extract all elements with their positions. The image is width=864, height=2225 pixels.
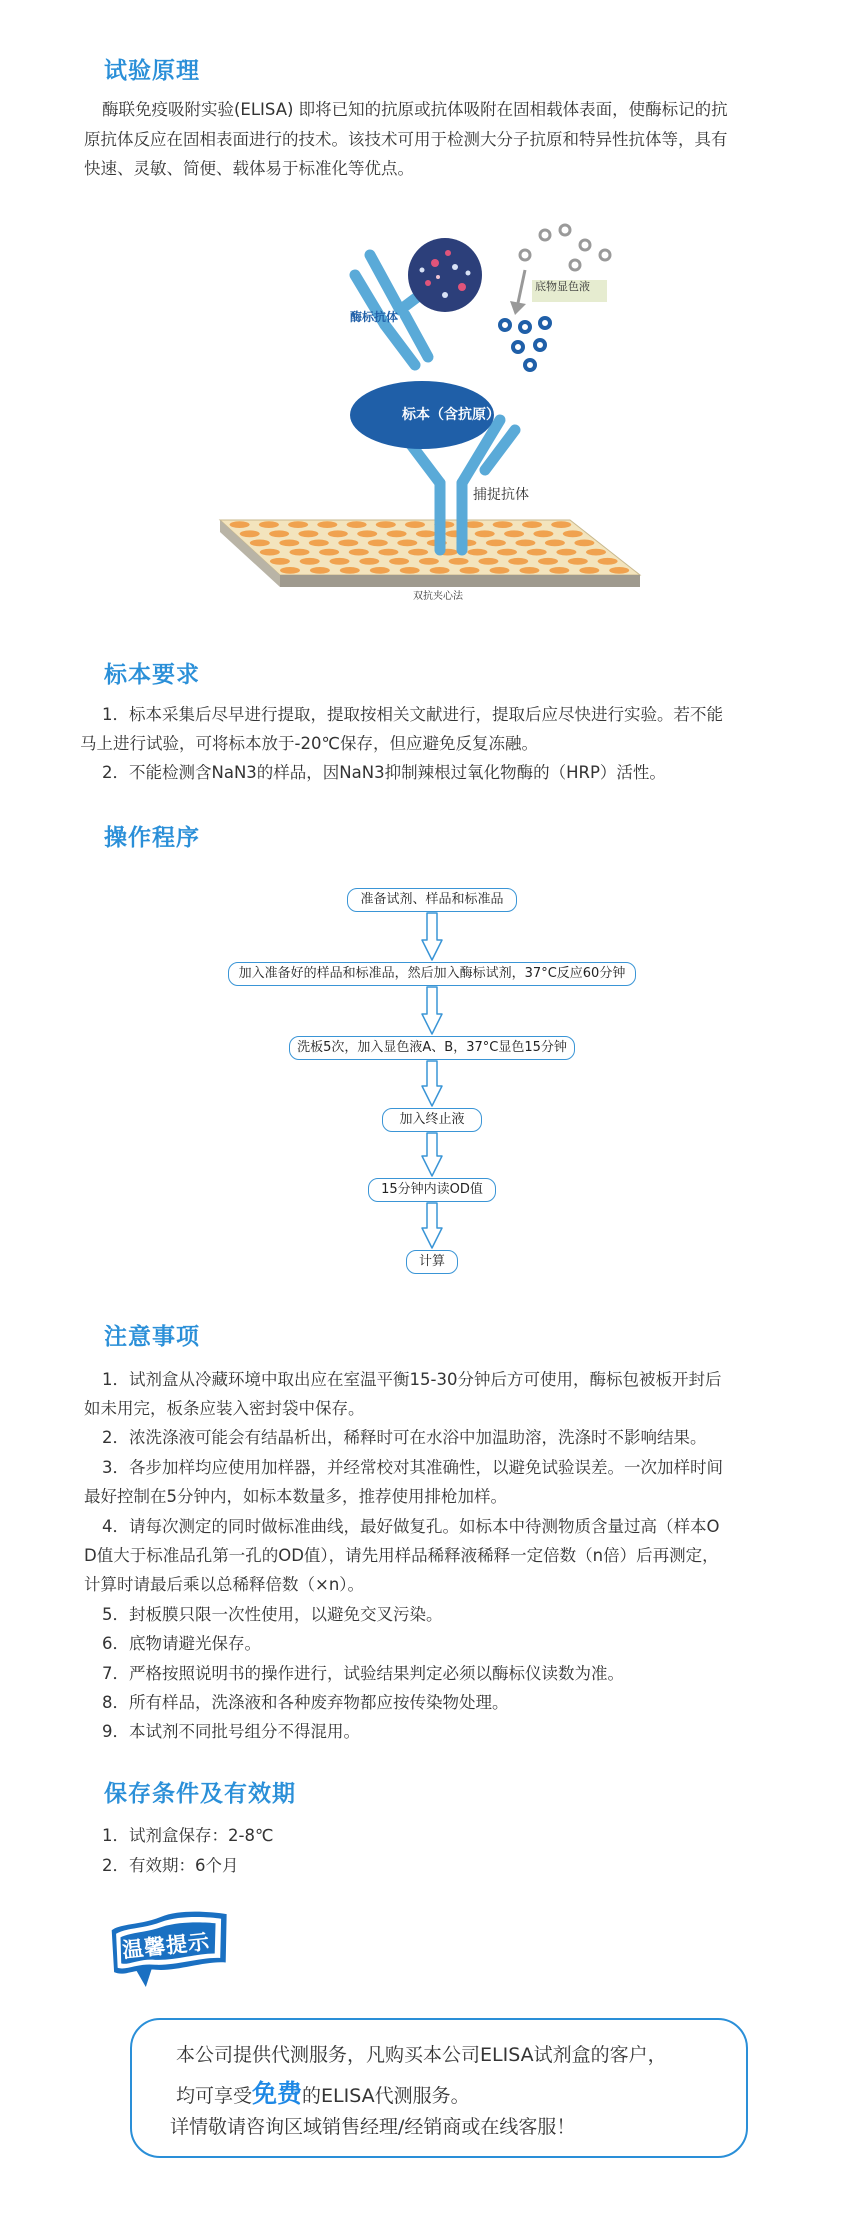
note-line-8: 计算时请最后乘以总稀释倍数（×n）。 (84, 1575, 365, 1594)
notes-heading: 注意事项 (104, 1324, 200, 1350)
flow-arrow-2 (422, 987, 442, 1034)
note-line-1: 1．试剂盒从冷藏环境中取出应在室温平衡15-30分钟后方可使用，酶标包被板开封后 (102, 1370, 722, 1389)
storage-line-1: 1．试剂盒保存：2-8℃ (102, 1826, 274, 1845)
service-notice-box (130, 2018, 748, 2158)
note-line-3: 2．浓洗涤液可能会有结晶析出，稀释时可在水浴中加温助溶，洗涤时不影响结果。 (102, 1428, 707, 1447)
notice-line-3: 详情敬请咨询区域销售经理/经销商或在线客服！ (170, 2116, 576, 2138)
note-line-12: 8．所有样品，洗涤液和各种废弃物都应按传染物处理。 (102, 1693, 509, 1712)
notice-line-2-pre: 均可享受 (176, 2085, 253, 2107)
specimen-line-2: 马上进行试验，可将标本放于-20℃保存，但应避免反复冻融。 (80, 734, 538, 753)
step-1: 准备试剂、样品和标准品 (347, 888, 517, 912)
flow-arrow-5 (422, 1203, 442, 1248)
step-6: 计算 (406, 1250, 458, 1274)
capture-antibody-label: 捕捉抗体 (473, 487, 529, 503)
principle-line-2: 原抗体反应在固相表面进行的技术。该技术可用于检测大分子抗原和特异性抗体等，具有 (84, 130, 728, 149)
step-4: 加入终止液 (382, 1108, 482, 1132)
principle-heading: 试验原理 (104, 58, 200, 84)
note-line-2: 如未用完，板条应装入密封袋中保存。 (84, 1399, 365, 1418)
enzyme-antibody-label: 酶标抗体 (350, 310, 399, 324)
notice-line-2-post: 的ELISA代测服务。 (302, 2085, 470, 2107)
step-2: 加入准备好的样品和标准品，然后加入酶标试剂，37°C反应60分钟 (228, 962, 636, 986)
storage-heading: 保存条件及有效期 (104, 1781, 296, 1807)
specimen-line-1: 1．标本采集后尽早进行提取，提取按相关文献进行，提取后应尽快进行实验。若不能 (102, 705, 723, 724)
note-line-6: 4．请每次测定的同时做标准曲线，最好做复孔。如标本中待测物质含量过高（样本O (102, 1517, 720, 1536)
flow-arrow-1 (422, 913, 442, 960)
note-line-5: 最好控制在5分钟内，如标本数量多，推荐使用排枪加样。 (84, 1487, 507, 1506)
sample-label: 标本（含抗原） (402, 407, 500, 423)
flow-arrow-3 (422, 1061, 442, 1106)
flow-arrow-4 (422, 1133, 442, 1176)
note-line-7: D值大于标准品孔第一孔的OD值），请先用样品稀释液稀释一定倍数（n倍）后再测定， (84, 1546, 719, 1565)
note-line-4: 3．各步加样均应使用加样器，并经常校对其准确性，以避免试验误差。一次加样时间 (102, 1458, 723, 1477)
tip-badge-text: 温馨提示 (121, 1929, 212, 1963)
step-3: 洗板5次，加入显色液A、B，37°C显色15分钟 (289, 1036, 575, 1060)
note-line-10: 6．底物请避光保存。 (102, 1634, 261, 1653)
notice-line-1: 本公司提供代测服务，凡购买本公司ELISA试剂盒的客户， (176, 2044, 667, 2066)
note-line-11: 7．严格按照说明书的操作进行，试验结果判定必须以酶标仪读数为准。 (102, 1664, 624, 1683)
storage-line-2: 2．有效期：6个月 (102, 1856, 239, 1875)
principle-line-1: 酶联免疫吸附实验(ELISA) 即将已知的抗原或抗体吸附在固相载体表面，使酶标记的抗 (102, 100, 728, 119)
free-highlight: 免费 (252, 2079, 303, 2108)
specimen-heading: 标本要求 (104, 662, 200, 688)
note-line-13: 9．本试剂不同批号组分不得混用。 (102, 1722, 360, 1741)
note-line-9: 5．封板膜只限一次性使用，以避免交叉污染。 (102, 1605, 443, 1624)
step-5: 15分钟内读OD值 (368, 1178, 496, 1202)
procedure-heading: 操作程序 (104, 825, 200, 851)
principle-line-3: 快速、灵敏、简便、载体易于标准化等优点。 (84, 159, 414, 178)
specimen-line-3: 2．不能检测含NaN3的样品，因NaN3抑制辣根过氧化物酶的（HRP）活性。 (102, 763, 666, 782)
method-label: 双抗夹心法 (413, 591, 463, 602)
substrate-label: 底物显色液 (535, 280, 590, 293)
notice-line-2 (176, 2074, 470, 2110)
